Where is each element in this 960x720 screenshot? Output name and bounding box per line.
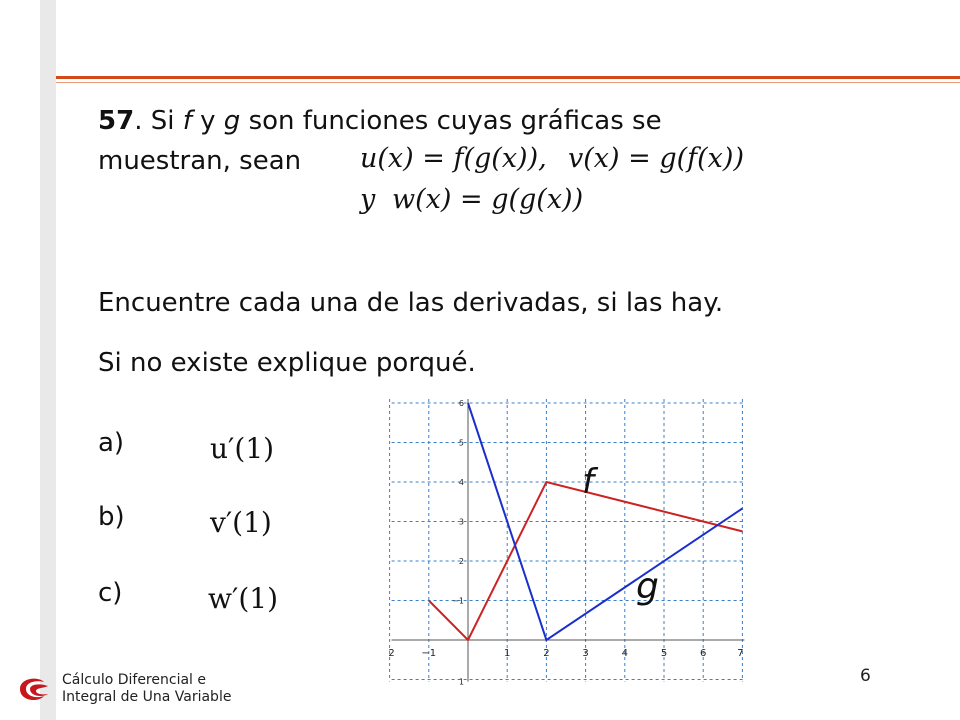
- university-logo: [14, 672, 54, 706]
- y-tick-label: 1: [458, 677, 464, 687]
- x-tick-label: 1: [504, 648, 511, 659]
- part-a-expression: u′(1): [210, 432, 275, 465]
- equation-y: y: [360, 184, 376, 215]
- x-tick-label: 3: [582, 648, 589, 659]
- equation-u: u(x) = f(g(x)),: [360, 143, 547, 174]
- equation-v: v(x) = g(f(x)): [568, 143, 744, 174]
- x-tick-label: 5: [660, 648, 668, 659]
- x-tick-label: 6: [700, 648, 707, 659]
- y-tick-label: 6: [458, 399, 464, 408]
- part-b-label: b): [98, 502, 125, 532]
- part-b-expression: v′(1): [210, 506, 272, 539]
- x-tick-label: −1: [421, 648, 437, 659]
- problem-line-2: muestran, sean: [98, 146, 302, 176]
- x-tick-label: 2: [388, 648, 395, 659]
- part-c-label: c): [98, 578, 123, 608]
- series-label-f: f: [582, 462, 594, 502]
- y-tick-label: 2: [458, 557, 464, 566]
- instruction-1: Encuentre cada una de las derivadas, si las hay.: [98, 288, 724, 318]
- page-number: 6: [860, 666, 871, 686]
- equation-w: w(x) = g(g(x)): [392, 184, 584, 215]
- y-tick-label: −1: [452, 596, 464, 606]
- problem-line-1: 57. Si f y g son funciones cuyas gráficas se: [98, 106, 662, 136]
- x-tick-label: 4: [621, 648, 628, 659]
- problem-number: 57: [98, 106, 135, 136]
- instruction-2: Si no existe explique porqué.: [98, 348, 476, 378]
- part-c-expression: w′(1): [208, 582, 278, 615]
- y-tick-label: 4: [458, 478, 464, 487]
- series-label-g: g: [636, 566, 659, 607]
- footer-course: Cálculo Diferencial e Integral de Una Variable: [62, 672, 232, 705]
- part-a-label: a): [98, 428, 125, 458]
- x-tick-label: 7: [737, 648, 744, 659]
- x-tick-label: 2: [543, 648, 550, 659]
- y-tick-label: 5: [458, 438, 464, 448]
- y-tick-label: 3: [458, 517, 464, 527]
